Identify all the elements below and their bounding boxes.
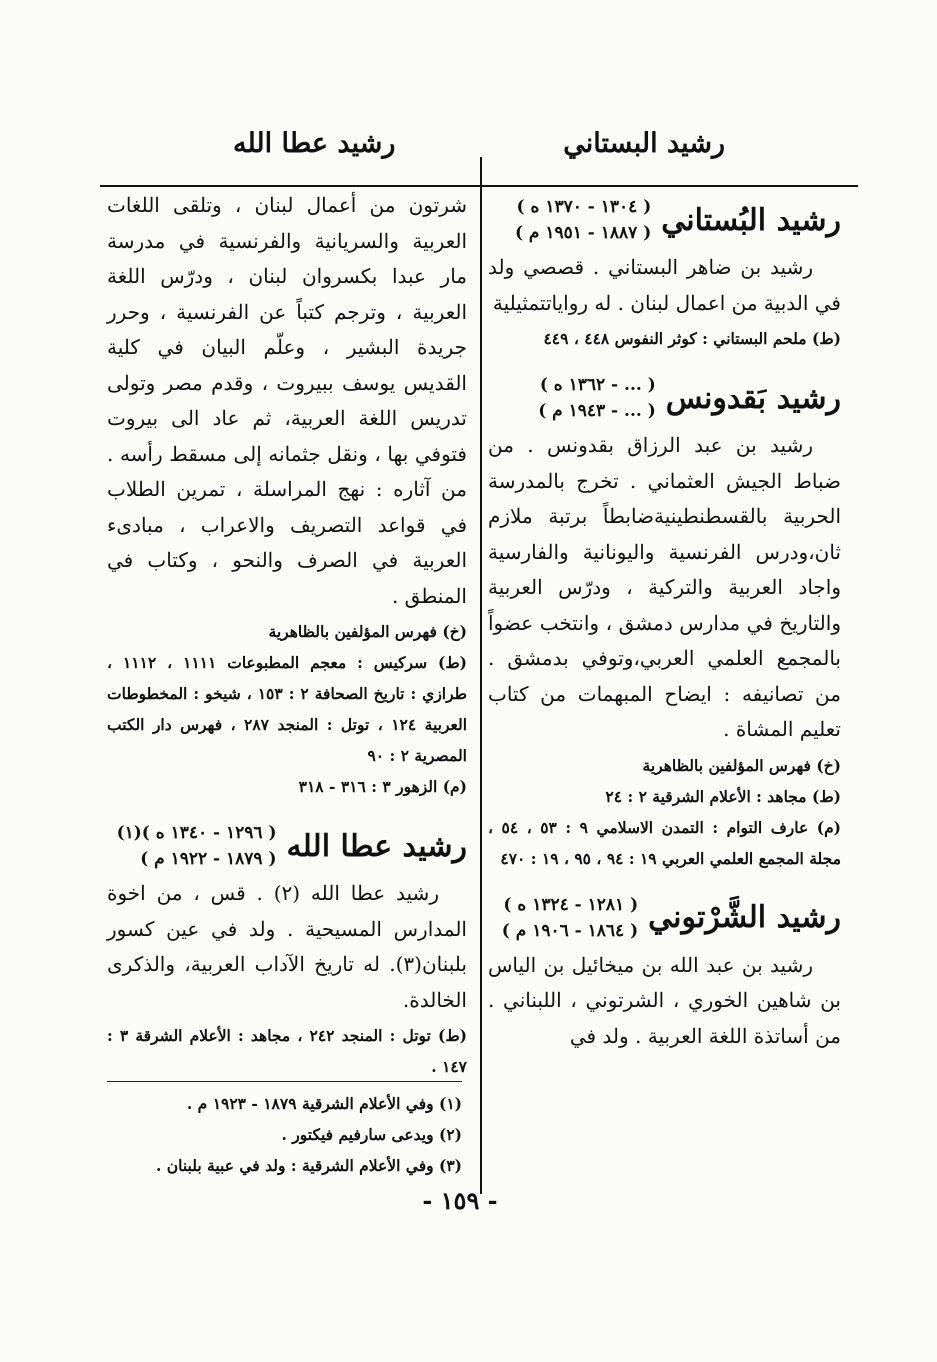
- dates-gregorian: ( ١٨٦٤ - ١٩٠٦ م ): [501, 920, 639, 941]
- entry-heading: [107, 820, 467, 872]
- dates-hijri: ( ١٢٩٦ - ١٣٤٠ ه )(١): [116, 823, 277, 843]
- entry-name: رشيد عطا الله: [286, 828, 467, 864]
- entry-dates: [502, 892, 638, 944]
- footnote-rule: [107, 1081, 462, 1082]
- footnote: (١) وفي الأعلام الشرقية ١٨٧٩ - ١٩٢٣ م .: [186, 1094, 462, 1113]
- dates-hijri: ( ١٢٨١ - ١٣٢٤ ه ): [503, 894, 639, 915]
- entry-dates: [538, 372, 656, 424]
- reference-line: (خ) فهرس المؤلفين بالظاهرية: [642, 755, 841, 775]
- entry-rashid-bustani: [488, 194, 841, 354]
- entry-body: رشيد بن عبد الرزاق بقدونس . من ضباط الجيش العثماني . تخرج بالمدرسة الحربية بالقسطنطينيةضابطاً برتبة ملازم ثان،ودرس الفرنسية واليونانية والفارسية واجاد العربية والتركية ، ودرّس العربية والتاريخ في مدارس دمشق ، وانتخب عضواً بالمجمع العلمي العربي،وتوفي بدمشق . من تصانيفه : ايضاح المبهمات من كتاب تعليم المشاة .: [488, 433, 841, 741]
- entry-heading: [488, 892, 841, 944]
- right-column: [488, 188, 841, 1072]
- entry-heading: [488, 372, 841, 424]
- entry-continuation: [107, 188, 467, 802]
- column-divider: [480, 157, 482, 1194]
- entry-references: [107, 1020, 467, 1082]
- reference-line: (م) عارف التوام : التمدن الاسلامي ٩ : ٥٣ ، ٥٤ ، مجلة المجمع العلمي العربي ١٩ : ٩٤ ، ٩٥ ، ١٩ : ٤٧٠: [488, 817, 842, 868]
- continuation-body: شرتون من أعمال لبنان ، وتلقى اللغات العربية والسريانية والفرنسية في مدرسة مار عبدا بكسروان لبنان ، ودرّس اللغة العربية ، وترجم كتباً عن الفرنسية ، وحرر جريدة البشير ، وعلّم البيان في كلية القديس يوسف ببيروت ، وقدم مصر وتولى تدريس اللغة العربية، ثم عاد الى بيروت فتوفي بها ، ونقل جثمانه إلى مسقط رأسه . من آثاره : نهج المراسلة ، تمرين الطلاب في قواعد التصريف والاعراب ، مبادىء العربية في الصرف والنحو ، وكتاب في المنطق .: [107, 193, 467, 608]
- footnotes: [107, 1088, 462, 1181]
- entry-references: [488, 323, 841, 354]
- entry-body: رشيد بن عبد الله بن ميخائيل بن الياس بن شاهين الخوري ، الشرتوني ، اللبناني . من أساتذة اللغة العربية . ولد في: [488, 952, 841, 1048]
- page-number: - ١٥٩ -: [422, 1186, 498, 1215]
- entry-rashid-atallah: [107, 820, 467, 1082]
- reference-line: (خ) فهرس المؤلفين بالظاهرية: [268, 622, 467, 641]
- footnote: (٣) وفي الأعلام الشرقية : ولد في عبية بلبنان .: [155, 1156, 462, 1175]
- running-head-left: رشيد عطا الله: [233, 128, 396, 159]
- entry-rashid-baqdunus: [488, 372, 841, 874]
- entry-body: رشيد بن ضاهر البستاني . قصصي ولد في الدبية من اعمال لبنان . له رواياتتمثيلية: [488, 255, 841, 315]
- running-head-right: رشيد البستاني: [563, 128, 725, 159]
- dates-gregorian: ( ١٨٧٩ - ١٩٢٢ م ): [140, 849, 277, 869]
- dates-hijri: ( ... - ١٣٦٢ ه ): [539, 375, 656, 395]
- dates-gregorian: ( ... - ١٩٤٣ م ): [538, 401, 656, 421]
- entry-name: رشيد الشَّرْتوني: [648, 900, 841, 935]
- reference-line: (ط) سركيس : معجم المطبوعات ١١١١ ، ١١١٢ ، طرازي : تاريخ الصحافة ٢ : ١٥٣ ، شيخو : المخطوطات العربية ١٢٤ ، توتل : المنجد ٢٨٧ ، فهرس دار الكتب المصرية ٢ : ٩٠: [107, 653, 468, 765]
- continuation-references: [107, 616, 467, 802]
- entry-rashid-shartuni: [488, 892, 841, 1055]
- left-column: [107, 188, 467, 1100]
- reference-line: (ط) ملحم البستاني : كوثر النفوس ٤٤٨ ، ٤٤٩: [543, 329, 841, 348]
- reference-line: (م) الزهور ٣ : ٣١٦ - ٣١٨: [298, 777, 467, 796]
- reference-line: (ط) مجاهد : الأعلام الشرقية ٢ : ٢٤: [605, 786, 841, 806]
- dates-gregorian: ( ١٨٨٧ - ١٩٥١ م ): [514, 223, 652, 243]
- entry-references: [488, 750, 841, 874]
- reference-line: (ط) توتل : المنجد ٢٤٢ ، مجاهد : الأعلام الشرقة ٣ : ١٤٧ .: [107, 1026, 467, 1076]
- entry-body: رشيد عطا الله (٢) . قس ، من اخوة المدارس المسيحية . ولد في عين كسور بلبنان(٣). له تاريخ الآداب العربية، والذكرى الخالدة.: [107, 881, 467, 1012]
- entry-name: رشيد بَقدونس: [665, 380, 841, 416]
- entry-dates: [117, 820, 277, 872]
- entry-dates: [515, 194, 651, 246]
- header-rule: [100, 185, 858, 187]
- footnote: (٢) ويدعى سارفيم فيكتور .: [281, 1125, 462, 1144]
- entry-name: رشيد البُستاني: [661, 202, 841, 238]
- dates-hijri: ( ١٣٠٤ - ١٣٧٠ ه ): [516, 197, 652, 217]
- entry-heading: [488, 194, 841, 246]
